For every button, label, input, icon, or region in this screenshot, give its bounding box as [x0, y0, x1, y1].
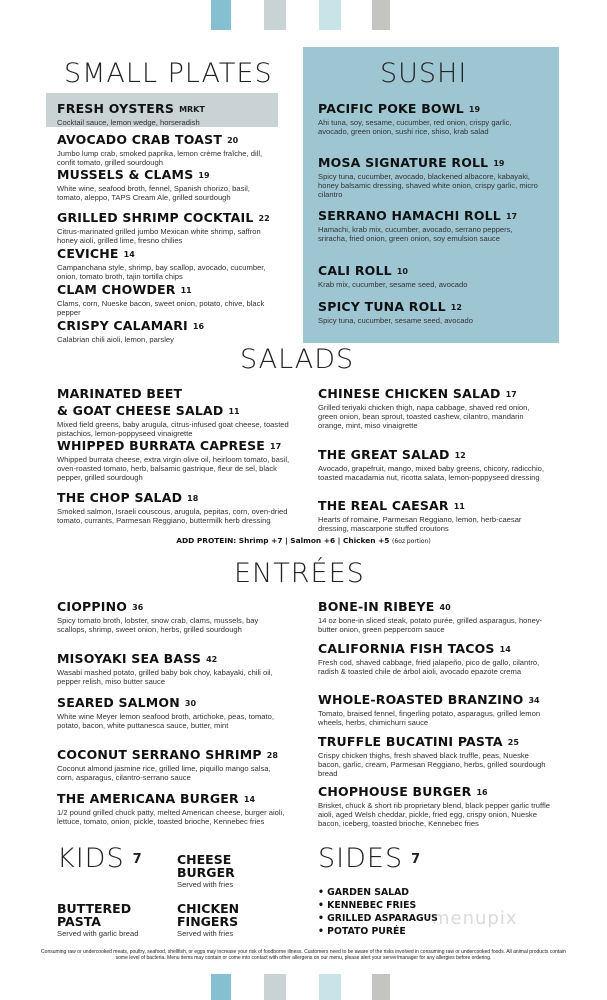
menu-item-marinated-beet: [57, 386, 295, 438]
food-safety-disclaimer: Consuming raw or undercooked meats, poultry, seafood, shellfish, or eggs may increase your risk of foodborne illness. Customers need to be aware of the risks involved in consuming raw or undercooked foods. All animal products contain some level of bacteria. Menu items may contain or come into contact with other allergens on our menu, please alert your server/manager for any allergies before ordering.: [41, 949, 566, 961]
menu-item-the-americana-burger: [57, 791, 289, 826]
item-price: 19: [468, 105, 481, 114]
item-desc: 1/2 pound grilled chuck patty, melted American cheese, burger aioli, lettuce, tomato, onion, pickle, toasted brioche, Kennebec fries: [57, 808, 285, 826]
item-desc: Tomato, braised fennel, fingerling potato, asparagus, grilled lemon wheels, herbs, chimichurri sauce: [318, 709, 541, 727]
item-name: TRUFFLE BUCATINI PASTA: [318, 734, 503, 749]
small-plates-title: SMALL PLATES: [64, 58, 273, 89]
bottom-stripe-taupe: [372, 974, 390, 1000]
menu-item-mussels-clams: [57, 167, 277, 202]
item-desc: Brisket, chuck & short rib proprietary blend, black pepper garlic truffle aioli, aged Welsh cheddar, pickle, fried egg, crispy onion, Nueske bacon, iceberg, toasted brioche, Kennebec fries: [318, 801, 550, 828]
item-name: COCONUT SERRANO SHRIMP: [57, 747, 262, 762]
kids-item-chicken-fingers: [177, 902, 239, 938]
menu-item-chinese-chicken-salad: [318, 386, 548, 430]
item-desc: Krab mix, cucumber, sesame seed, avocado: [318, 280, 468, 289]
menu-item-the-real-caesar: [318, 498, 548, 533]
sides-title: [318, 843, 421, 874]
menu-item-the-great-salad: [318, 447, 548, 482]
menu-item-crispy-calamari: [57, 318, 277, 344]
item-name: MUSSELS & CLAMS: [57, 167, 194, 182]
sides-title-text: SIDES: [318, 843, 404, 874]
top-stripe-blue: [211, 0, 231, 30]
item-name: PACIFIC POKE BOWL: [318, 101, 464, 116]
item-name: WHIPPED BURRATA CAPRESE: [57, 438, 266, 453]
kids-item-name: BUTTERED: [57, 901, 132, 916]
sides-list: [318, 886, 438, 938]
kids-title: [57, 843, 143, 874]
menu-item-serrano-hamachi-roll: [318, 208, 540, 243]
kids-price: 7: [132, 852, 143, 867]
item-name: MOSA SIGNATURE ROLL: [318, 155, 489, 170]
item-desc: Hearts of romaine, Parmesan Reggiano, lemon, herb-caesar dressing, mascarpone stuffed croutons: [318, 515, 522, 533]
item-name: FRESH OYSTERS: [57, 101, 175, 116]
item-price: 11: [228, 407, 240, 416]
item-name: THE CHOP SALAD: [57, 490, 183, 505]
item-price: 22: [258, 214, 270, 223]
item-price: 30: [184, 699, 197, 708]
item-price: 14: [243, 795, 256, 804]
item-desc: Spicy tomato broth, lobster, snow crab, clams, mussels, bay scallops, shrimp, sweet onion, herbs, grilled sourdough: [57, 616, 259, 634]
item-name: SERRANO HAMACHI ROLL: [318, 208, 501, 223]
item-desc: Jumbo lump crab, smoked paprika, lemon crème fraîche, dill, confit tomato, grilled sourdough: [57, 149, 263, 167]
item-name: CALIFORNIA FISH TACOS: [318, 641, 495, 656]
item-price: 17: [505, 390, 517, 399]
item-desc: Crispy chicken thighs, fresh shaved black truffle, peas, Nueske bacon, garlic, cream, Parmesan Reggiano, herbs, grilled sourdough bread: [318, 751, 546, 778]
add-protein-note: [0, 536, 607, 545]
item-desc: 14 oz bone-in sliced steak, potato purée, grilled asparagus, honey-butter onion, green peppercorn sauce: [318, 616, 543, 634]
item-price: 12: [454, 451, 466, 460]
salads-title: SALADS: [240, 344, 355, 375]
item-desc: Citrus-marinated grilled jumbo Mexican white shrimp, saffron honey aioli, grilled lime, fresno chilies: [57, 227, 261, 245]
kids-title-text: KIDS: [57, 843, 125, 874]
sides-item: • GRILLED ASPARAGUS: [318, 913, 438, 924]
menu-item-ceviche: [57, 246, 277, 281]
item-desc: Campanchana style, shrimp, bay scallop, avocado, cucumber, onion, tomato broth, tajin tortilla chips: [57, 263, 266, 281]
sides-item: • POTATO PURÉE: [318, 926, 406, 937]
item-desc: Clams, corn, Nueske bacon, sweet onion, potato, chive, black pepper: [57, 299, 265, 317]
menu-item-cioppino: [57, 599, 289, 634]
sides-item: • GARDEN SALAD: [318, 887, 409, 898]
item-desc: Calabrian chili aioli, lemon, parsley: [57, 335, 174, 344]
item-desc: Fresh cod, shaved cabbage, fried jalapeño, pico de gallo, cilantro, radish & toasted chile de árbol aioli, avocado epazote crema: [318, 658, 540, 676]
menu-item-whipped-burrata-caprese: [57, 438, 295, 482]
item-name: BONE-IN RIBEYE: [318, 599, 435, 614]
bottom-stripe-blue: [211, 974, 231, 1000]
menu-item-california-fish-tacos: [318, 641, 550, 676]
item-desc: Smoked salmon, Israeli couscous, arugula, pepitas, corn, oven-dried tomato, currants, Parmesan Reggiano, buttermilk herb dressing: [57, 507, 288, 525]
item-name: MISOYAKI SEA BASS: [57, 651, 202, 666]
kids-item-desc: Served with garlic bread: [57, 929, 139, 938]
bottom-stripe-light-blue: [319, 974, 341, 1000]
item-price: 28: [266, 751, 278, 760]
item-price: 12: [450, 303, 462, 312]
menu-item-truffle-bucatini-pasta: [318, 734, 550, 778]
item-price: 14: [499, 645, 511, 654]
menu-item-coconut-serrano-shrimp: [57, 747, 289, 782]
item-desc: Avocado, grapefruit, mango, mixed baby greens, chicory, radicchio, toasted macadamia nut, ricotta salata, lemon-poppyseed dressing: [318, 464, 544, 482]
item-price: 19: [198, 171, 210, 180]
item-price: 40: [439, 603, 451, 612]
item-desc: Mixed field greens, baby arugula, citrus-infused goat cheese, toasted pistachios, lemon-poppyseed vinaigrette: [57, 420, 289, 438]
item-price: 34: [528, 696, 540, 705]
menu-item-misoyaki-sea-bass: [57, 651, 289, 686]
item-price: 25: [507, 738, 519, 747]
item-desc: Hamachi, krab mix, cucumber, avocado, serrano peppers, sriracha, fried onion, green onion, soy emulsion sauce: [318, 225, 513, 243]
item-desc: Spicy tuna, cucumber, sesame seed, avocado: [318, 316, 473, 325]
menu-item-grilled-shrimp-cocktail: [57, 210, 277, 245]
item-name: THE REAL CAESAR: [318, 498, 449, 513]
item-price: 10: [396, 267, 408, 276]
item-name: CIOPPINO: [57, 599, 128, 614]
item-name: CHINESE CHICKEN SALAD: [318, 386, 501, 401]
kids-item-desc: Served with fries: [177, 929, 234, 938]
item-desc: Ahi tuna, soy, sesame, cucumber, red onion, crispy garlic, avocado, green onion, sushi rice, shiso, krab salad: [318, 118, 512, 136]
menu-item-avocado-crab-toast: [57, 132, 277, 167]
item-desc: Wasabi mashed potato, grilled baby bok choy, kabayaki, chili oil, pepper relish, miso butter sauce: [57, 668, 273, 686]
item-desc: Whipped burrata cheese, extra virgin olive oil, heirloom tomato, basil, oven-roasted tomato, herb, balsamic gastrique, fleur de sel, black pepper, grilled sourdough: [57, 455, 290, 482]
entrees-title: ENTRÉES: [234, 558, 365, 589]
top-stripe-gray: [264, 0, 286, 30]
item-price: 19: [493, 159, 505, 168]
kids-item-cheese-burger: [177, 853, 235, 889]
item-name: GRILLED SHRIMP COCKTAIL: [57, 210, 254, 225]
top-stripe-taupe: [372, 0, 390, 30]
item-price: MRKT: [179, 105, 205, 114]
item-desc: White wine Meyer lemon seafood broth, artichoke, peas, tomato, potato, bacon, white puttanesca sauce, butter, mint: [57, 712, 274, 730]
item-desc: Spicy tuna, cucumber, avocado, blackened albacore, kabayaki, honey balsamic dressing, shaved white onion, crispy garlic, micro cilantro: [318, 172, 538, 199]
item-price: 17: [270, 442, 282, 451]
item-name-line2: & GOAT CHEESE SALAD: [57, 403, 224, 418]
item-desc: Cocktail sauce, lemon wedge, horseradish: [57, 118, 200, 127]
kids-item-name-line2: BURGER: [177, 865, 235, 880]
kids-item-name: CHEESE: [177, 852, 232, 867]
item-desc: Grilled teriyaki chicken thigh, napa cabbage, shaved red onion, green onion, bean sprout, toasted cashew, cilantro, mandarin orange, mint, miso vinaigrette: [318, 403, 530, 430]
item-price: 11: [180, 286, 192, 295]
menu-item-cali-roll: [318, 263, 540, 289]
menu-item-spicy-tuna-roll: [318, 299, 540, 325]
sides-price: 7: [411, 852, 422, 867]
item-name: MARINATED BEET: [57, 386, 183, 401]
sushi-title: SUSHI: [380, 58, 468, 89]
item-name: THE AMERICANA BURGER: [57, 791, 239, 806]
item-name: SPICY TUNA ROLL: [318, 299, 446, 314]
kids-item-name: CHICKEN: [177, 901, 240, 916]
item-price: 17: [505, 212, 518, 221]
kids-item-name-line2: FINGERS: [177, 914, 239, 929]
add-protein-portion: (6oz portion): [392, 538, 431, 545]
top-stripe-light-blue: [319, 0, 341, 30]
menu-item-bone-in-ribeye: [318, 599, 550, 634]
menu-item-seared-salmon: [57, 695, 289, 730]
kids-item-name-line2: PASTA: [57, 914, 101, 929]
menu-item-whole-roasted-branzino: [318, 692, 550, 727]
item-price: 18: [187, 494, 199, 503]
bottom-stripe-gray: [264, 974, 286, 1000]
menu-item-chophouse-burger: [318, 784, 550, 828]
item-name: CEVICHE: [57, 246, 119, 261]
item-price: 36: [132, 603, 144, 612]
menu-item-clam-chowder: [57, 282, 277, 317]
item-name: AVOCADO CRAB TOAST: [57, 132, 223, 147]
item-name: CRISPY CALAMARI: [57, 318, 188, 333]
item-price: 14: [123, 250, 135, 259]
watermark: menupix: [432, 908, 518, 929]
item-price: 16: [476, 788, 488, 797]
item-name: CLAM CHOWDER: [57, 282, 176, 297]
item-price: 20: [227, 136, 239, 145]
sides-item: • KENNEBEC FRIES: [318, 900, 417, 911]
item-name: THE GREAT SALAD: [318, 447, 450, 462]
item-name: SEARED SALMON: [57, 695, 180, 710]
menu-item-the-chop-salad: [57, 490, 295, 525]
item-name: CALI ROLL: [318, 263, 392, 278]
item-desc: Coconut almond jasmine rice, grilled lime, piquillo mango salsa, corn, asparagus, cilantro-serrano sauce: [57, 764, 271, 782]
kids-item-buttered-pasta: [57, 902, 138, 938]
add-protein-text: ADD PROTEIN: Shrimp +7 | Salmon +6 | Chicken +5: [176, 536, 390, 545]
menu-item-pacific-poke-bowl: [318, 101, 540, 136]
item-price: 16: [192, 322, 205, 331]
item-name: CHOPHOUSE BURGER: [318, 784, 472, 799]
menu-item-fresh-oysters: [57, 101, 277, 127]
menu-item-mosa-signature-roll: [318, 155, 540, 199]
item-price: 11: [453, 502, 465, 511]
kids-item-desc: Served with fries: [177, 880, 234, 889]
item-price: 42: [206, 655, 218, 664]
item-name: WHOLE-ROASTED BRANZINO: [318, 692, 524, 707]
item-desc: White wine, seafood broth, fennel, Spanish chorizo, basil, tomato, aleppo, TAPS Cream Ale, grilled sourdough: [57, 184, 250, 202]
